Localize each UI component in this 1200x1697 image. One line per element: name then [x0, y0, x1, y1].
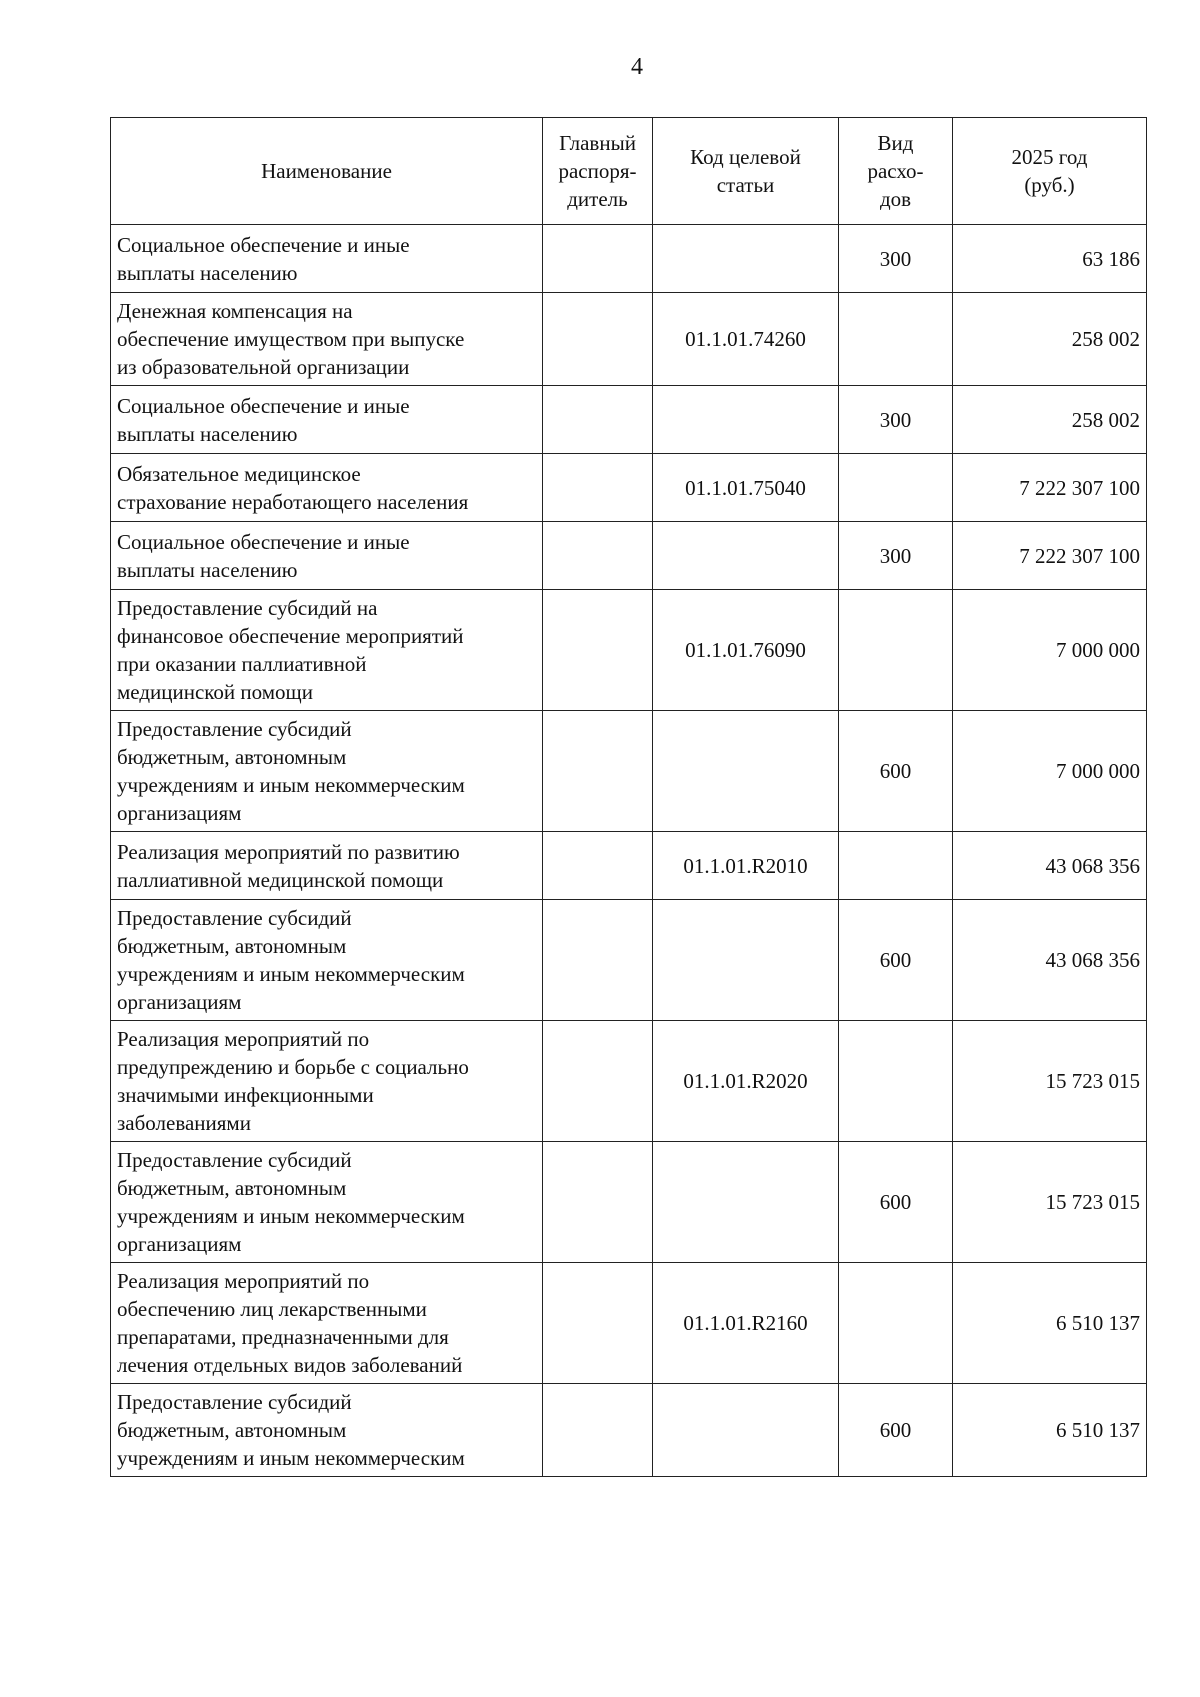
cell-name-line: Социальное обеспечение и иные	[117, 529, 410, 554]
cell-sum: 258 002	[953, 386, 1147, 454]
header-name	[111, 118, 543, 225]
cell-name-line: выплаты населению	[117, 260, 298, 285]
cell-name-line: Социальное обеспечение и иные	[117, 232, 410, 257]
header-code-line: Код целевой	[690, 145, 801, 169]
header-code	[653, 118, 839, 225]
cell-sum: 7 000 000	[953, 711, 1147, 832]
cell-sum: 7 000 000	[953, 590, 1147, 711]
cell-kind: 300	[839, 522, 953, 590]
cell-name	[111, 832, 543, 900]
table-row	[111, 225, 1147, 293]
cell-admin	[543, 1142, 653, 1263]
cell-name	[111, 590, 543, 711]
table-body	[111, 225, 1147, 1477]
cell-name-line: Обязательное медицинское	[117, 461, 361, 486]
cell-name-line: Социальное обеспечение и иные	[117, 393, 410, 418]
cell-kind: 600	[839, 711, 953, 832]
header-sum	[953, 118, 1147, 225]
header-code-line: статьи	[716, 173, 775, 197]
cell-name	[111, 1384, 543, 1477]
cell-name-line: Реализация мероприятий по развитию	[117, 839, 460, 864]
cell-code: 01.1.01.R2020	[653, 1021, 839, 1142]
cell-code	[653, 900, 839, 1021]
cell-name	[111, 1021, 543, 1142]
cell-name-line: предупреждению и борьбе с социально	[117, 1055, 469, 1079]
cell-name	[111, 225, 543, 293]
cell-admin	[543, 293, 653, 386]
cell-name-line: значимыми инфекционными	[117, 1083, 374, 1107]
cell-name	[111, 454, 543, 522]
cell-name-line: Предоставление субсидий	[117, 1390, 352, 1414]
cell-code	[653, 386, 839, 454]
cell-kind	[839, 590, 953, 711]
cell-sum: 6 510 137	[953, 1263, 1147, 1384]
table-row	[111, 1384, 1147, 1477]
cell-admin	[543, 225, 653, 293]
cell-code: 01.1.01.R2160	[653, 1263, 839, 1384]
cell-name-line: бюджетным, автономным	[117, 934, 347, 958]
header-admin-line: Главный	[559, 131, 636, 155]
cell-kind	[839, 293, 953, 386]
cell-kind: 600	[839, 1142, 953, 1263]
header-kind-line: Вид	[877, 131, 914, 155]
table-row	[111, 900, 1147, 1021]
table-row	[111, 711, 1147, 832]
cell-name-line: страхование неработающего населения	[117, 489, 469, 514]
cell-kind: 300	[839, 386, 953, 454]
cell-name-line: Реализация мероприятий по	[117, 1269, 370, 1293]
cell-name-line: лечения отдельных видов заболеваний	[117, 1353, 463, 1377]
table-row	[111, 1021, 1147, 1142]
cell-sum: 7 222 307 100	[953, 454, 1147, 522]
cell-sum: 63 186	[953, 225, 1147, 293]
cell-code: 01.1.01.76090	[653, 590, 839, 711]
cell-code	[653, 522, 839, 590]
cell-name-line: Реализация мероприятий по	[117, 1027, 370, 1051]
cell-code	[653, 225, 839, 293]
cell-code	[653, 711, 839, 832]
cell-name-line: паллиативной медицинской помощи	[117, 867, 444, 892]
cell-name-line: учреждениям и иным некоммерческим	[117, 1204, 465, 1228]
header-admin-line: дитель	[567, 187, 628, 211]
page-number: 4	[631, 54, 643, 80]
header-admin	[543, 118, 653, 225]
table-row	[111, 590, 1147, 711]
cell-name-line: учреждениям и иным некоммерческим	[117, 962, 465, 986]
cell-code: 01.1.01.74260	[653, 293, 839, 386]
cell-name	[111, 1142, 543, 1263]
cell-name	[111, 522, 543, 590]
cell-name-line: обеспечению лиц лекарственными	[117, 1297, 427, 1321]
cell-admin	[543, 522, 653, 590]
cell-code: 01.1.01.R2010	[653, 832, 839, 900]
header-kind	[839, 118, 953, 225]
cell-admin	[543, 1021, 653, 1142]
cell-name-line: при оказании паллиативной	[117, 652, 367, 676]
cell-kind	[839, 832, 953, 900]
cell-name-line: из образовательной организации	[117, 355, 410, 379]
cell-kind	[839, 1263, 953, 1384]
table-row	[111, 386, 1147, 454]
table-header-row	[111, 118, 1147, 225]
cell-kind: 600	[839, 900, 953, 1021]
cell-name-line: учреждениям и иным некоммерческим	[117, 773, 465, 797]
cell-admin	[543, 454, 653, 522]
cell-name	[111, 900, 543, 1021]
cell-name-line: медицинской помощи	[117, 680, 313, 704]
header-sum-line: (руб.)	[1024, 173, 1075, 197]
cell-name-line: заболеваниями	[117, 1111, 251, 1135]
cell-name-line: организациям	[117, 990, 242, 1014]
cell-sum: 6 510 137	[953, 1384, 1147, 1477]
cell-name-line: учреждениям и иным некоммерческим	[117, 1446, 465, 1470]
cell-name-line: организациям	[117, 801, 242, 825]
cell-admin	[543, 1263, 653, 1384]
cell-kind	[839, 1021, 953, 1142]
cell-name-line: Предоставление субсидий	[117, 717, 352, 741]
cell-name-line: бюджетным, автономным	[117, 745, 347, 769]
cell-name	[111, 711, 543, 832]
cell-name-line: выплаты населению	[117, 421, 298, 446]
table-row	[111, 293, 1147, 386]
cell-name-line: препаратами, предназначенными для	[117, 1325, 449, 1349]
cell-name	[111, 293, 543, 386]
cell-name-line: Предоставление субсидий	[117, 1148, 352, 1172]
cell-sum: 258 002	[953, 293, 1147, 386]
budget-table	[110, 117, 1147, 1477]
header-name-line: Наименование	[261, 159, 392, 183]
table-row	[111, 1263, 1147, 1384]
header-sum-line: 2025 год	[1011, 145, 1088, 169]
cell-sum: 15 723 015	[953, 1021, 1147, 1142]
cell-admin	[543, 590, 653, 711]
cell-admin	[543, 832, 653, 900]
cell-sum: 43 068 356	[953, 832, 1147, 900]
cell-name-line: бюджетным, автономным	[117, 1176, 347, 1200]
cell-name-line: Денежная компенсация на	[117, 299, 353, 323]
header-kind-line: дов	[879, 187, 912, 211]
header-admin-line: распоря-	[558, 159, 637, 183]
cell-kind: 300	[839, 225, 953, 293]
table-row	[111, 832, 1147, 900]
cell-code: 01.1.01.75040	[653, 454, 839, 522]
cell-kind: 600	[839, 1384, 953, 1477]
table-row	[111, 522, 1147, 590]
cell-name-line: Предоставление субсидий на	[117, 596, 378, 620]
cell-name-line: Предоставление субсидий	[117, 906, 352, 930]
cell-name-line: выплаты населению	[117, 557, 298, 582]
table-row	[111, 1142, 1147, 1263]
cell-kind	[839, 454, 953, 522]
cell-name-line: финансовое обеспечение мероприятий	[117, 624, 464, 648]
cell-admin	[543, 386, 653, 454]
table-row	[111, 454, 1147, 522]
cell-sum: 7 222 307 100	[953, 522, 1147, 590]
cell-code	[653, 1384, 839, 1477]
cell-name	[111, 1263, 543, 1384]
cell-name	[111, 386, 543, 454]
cell-admin	[543, 711, 653, 832]
cell-admin	[543, 900, 653, 1021]
cell-name-line: организациям	[117, 1232, 242, 1256]
header-kind-line: расхо-	[867, 159, 924, 183]
cell-name-line: бюджетным, автономным	[117, 1418, 347, 1442]
cell-sum: 15 723 015	[953, 1142, 1147, 1263]
cell-code	[653, 1142, 839, 1263]
cell-name-line: обеспечение имуществом при выпуске	[117, 327, 465, 351]
cell-admin	[543, 1384, 653, 1477]
cell-sum: 43 068 356	[953, 900, 1147, 1021]
